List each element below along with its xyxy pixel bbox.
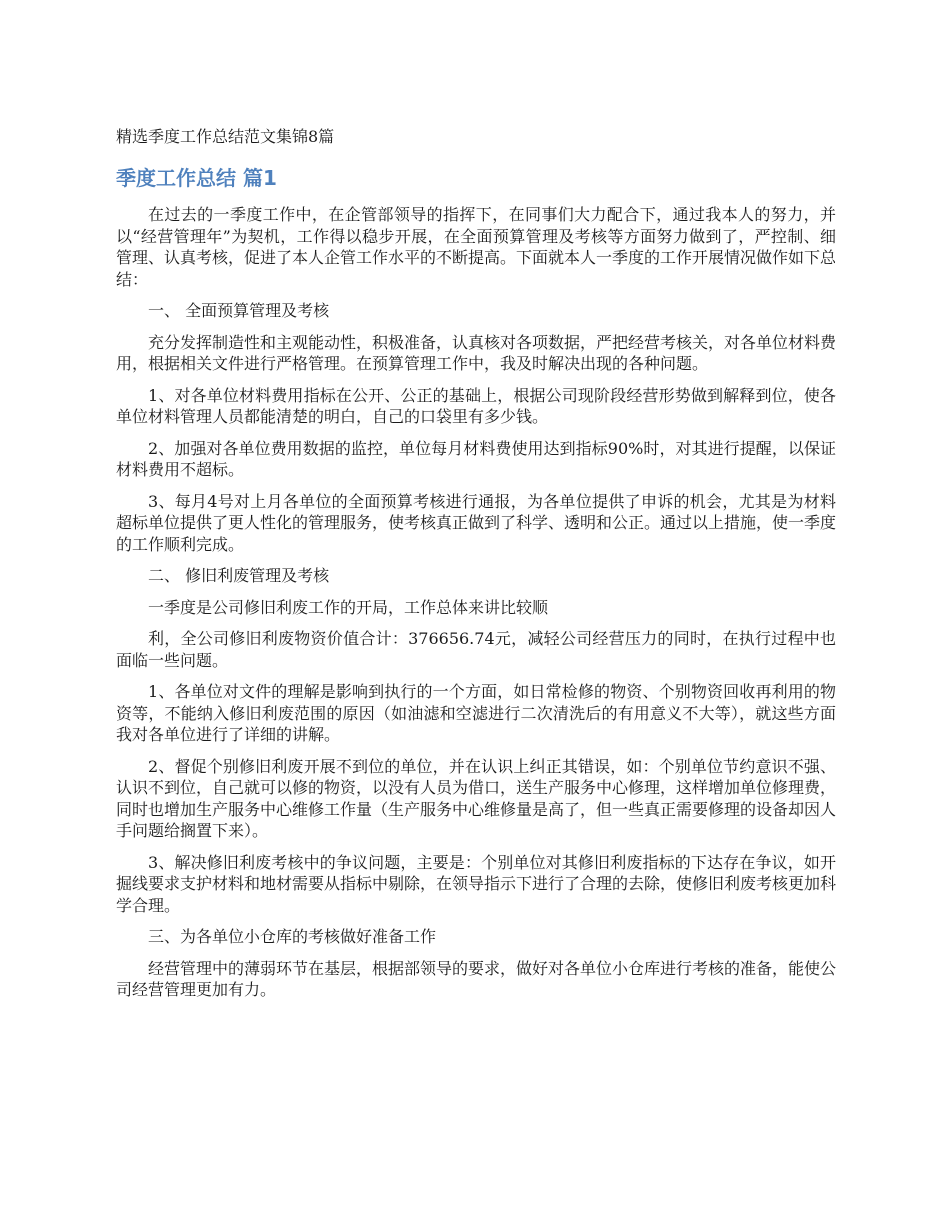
budget-item-2: 2、加强对各单位费用数据的监控，单位每月材料费使用达到指标90%时，对其进行提醒，以保证材料费用不超标。: [116, 438, 836, 479]
subheading-recycling: 二、 修旧利废管理及考核: [148, 566, 330, 585]
subheading-warehouse: 三、为各单位小仓库的考核做好准备工作: [148, 927, 437, 946]
warehouse-paragraph: 经营管理中的薄弱环节在基层，根据部领导的要求，做好对各单位小仓库进行考核的准备，能使公司经营管理更加有力。: [116, 958, 837, 999]
recycling-item-3: 3、解决修旧利废考核中的争议问题，主要是：个别单位对其修旧利废指标的下达存在争议，如开掘线要求支护材料和地材需要从指标中剔除，在领导指示下进行了合理的去除，使修旧利废考核更加科学合理。: [116, 852, 837, 915]
document-title: 精选季度工作总结范文集锦8篇: [116, 127, 335, 146]
recycling-item-1: 1、各单位对文件的理解是影响到执行的一个方面，如日常检修的物资、个别物资回收再利用的物资等，不能纳入修旧利废范围的原因（如油滤和空滤进行二次清洗后的有用意义不大等），就这些方面我对各单位进行了详细的讲解。: [116, 682, 836, 744]
intro-paragraph: 在过去的一季度工作中，在企管部领导的指挥下，在同事们大力配合下，通过我本人的努力，并以“经营管理年”为契机，工作得以稳步开展，在全面预算管理及考核等方面努力做到了，严控制、细管理、认真考核，促进了本人企管工作水平的不断提高。下面就本人一季度的工作开展情况做作如下总结：: [116, 205, 837, 289]
recycling-item-2: 2、督促个别修旧利废开展不到位的单位，并在认识上纠正其错误，如：个别单位节约意识不强、认识不到位，自己就可以修的物资，以没有人员为借口，送生产服务中心修理，这样增加单位修理费，同时也增加生产服务中心维修工作量（生产服务中心维修量是高了，但一些真正需要修理的设备却因人手问题给搁置下来）。: [116, 756, 837, 840]
budget-item-1: 1、对各单位材料费用指标在公开、公正的基础上，根据公司现阶段经营形势做到解释到位，使各单位材料管理人员都能清楚的明白，自己的口袋里有多少钱。: [116, 385, 836, 426]
section-heading: 季度工作总结 篇1: [116, 166, 277, 190]
recycling-paragraph-cont: 利，全公司修旧利废物资价值合计：376656.74元，减轻公司经营压力的同时，在执行过程中也面临一些问题。: [116, 629, 836, 670]
budget-item-3: 3、每月4号对上月各单位的全面预算考核进行通报，为各单位提供了申诉的机会，尤其是为材料超标单位提供了更人性化的管理服务，使考核真正做到了科学、透明和公正。通过以上措施，使一季度的工作顺利完成。: [116, 491, 837, 554]
budget-paragraph: 充分发挥制造性和主观能动性，积极准备，认真核对各项数据，严把经营考核关，对各单位材料费用，根据相关文件进行严格管理。在预算管理工作中，我及时解决出现的各种问题。: [116, 332, 837, 373]
document-body: [116, 204, 836, 1011]
subheading-budget: 一、 全面预算管理及考核: [148, 301, 330, 320]
recycling-paragraph-start: 一季度是公司修旧利废工作的开局，工作总体来讲比较顺: [148, 597, 549, 617]
